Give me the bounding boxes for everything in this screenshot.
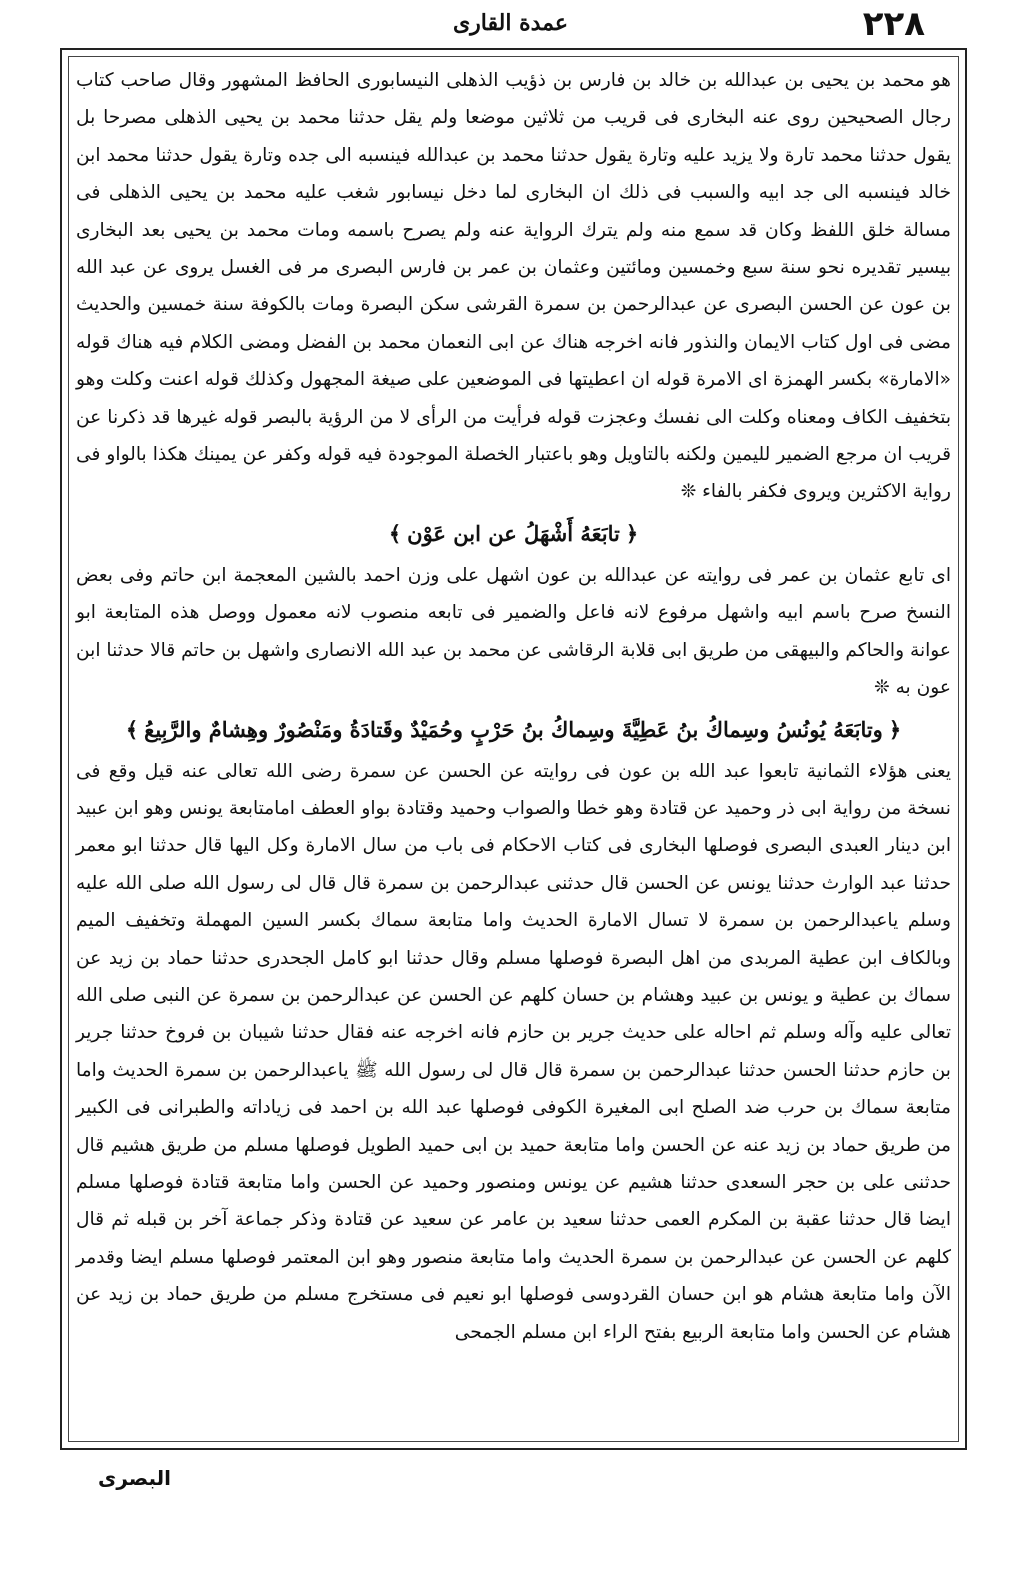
paragraph: هو محمد بن يحيى بن عبدالله بن خالد بن فارس بن ذؤيب الذهلى النيسابورى الحافظ المشهور وقال صاحب كتاب رجال الصحيحين روى عنه البخارى فى قريب من ثلاثين موضعا ولم يقل حدثنا محمد بن يحيى الذهلى مصرحا بل يقول حدثنا محمد تارة ولا يزيد عليه وتارة يقول حدثنا محمد بن عبدالله فينسبه الى جده وتارة يقول حدثنا محمد ابن خالد فينسبه الى جد ابيه والسبب فى ذلك ان البخارى لما دخل نيسابور شغب عليه محمد بن يحيى الذهلى فى مسالة خلق اللفظ وكان قد سمع منه ولم يترك الرواية عنه ولم يصرح باسمه ومات محمد بن يحيى بعد البخارى بيسير تقديره نحو سنة سبع وخمسين ومائتين وعثمان بن عمر بن فارس البصرى مر فى الغسل يروى عن عبد الله بن عون عن الحسن البصرى عن عبدالرحمن بن سمرة القرشى سكن البصرة ومات بالكوفة سنة خمسين والحديث مضى فى اول كتاب الايمان والنذور فانه اخرجه هناك عن ابى النعمان محمد بن الفضل ومضى الكلام فيه هناك قوله «الامارة» بكسر الهمزة اى الامرة قوله ان اعطيتها فى الموضعين على صيغة المجهول وكذلك قوله اعنت وكلت وهو بتخفيف الكاف ومعناه وكلت الى نفسك وعجزت قوله فرأيت من الرأى لا من الرؤية بالبصر قوله غيرها قد ذكرنا عن قريب ان مرجع الضمير لليمين ولكنه بالتاويل وهو باعتبار الخصلة الموجودة فيه قوله وكفر عن يمينك هكذا بالواو فى رواية الاكثرين ويروى فكفر بالفاء ❊	[76, 70, 951, 503]
ornament-close: ﴾	[388, 520, 402, 546]
commentary-text	[76, 62, 951, 1434]
section-heading	[76, 707, 951, 753]
catchword: البصرى	[98, 1466, 172, 1490]
paragraph: يعنى هؤلاء الثمانية تابعوا عبد الله بن عون فى روايته عن الحسن عن سمرة رضى الله تعالى عنه قيل وقع فى نسخة من رواية ابى ذر وحميد عن قتادة وهو خطا والصواب وحميد وقتادة بواو العطف امامتابعة يونس وهو ابن عبيد ابن دينار العبدى البصرى فوصلها البخارى فى كتاب الاحكام فى باب من سال الامارة وكل اليها قال حدثنا ابو معمر حدثنا عبد الوارث حدثنا يونس عن الحسن قال حدثنى عبدالرحمن بن سمرة قال قال لى رسول الله صلى الله عليه وسلم ياعبدالرحمن بن سمرة لا تسال الامارة الحديث واما متابعة سماك بكسر السين المهملة وتخفيف الميم وبالكاف ابن عطية المربدى من اهل البصرة فوصلها مسلم وقال حدثنا ابو كامل الجحدرى حدثنا حماد بن زيد عن سماك بن عطية و يونس بن عبيد وهشام بن حسان كلهم عن الحسن عن عبدالرحمن بن سمرة عن النبى صلى الله تعالى عليه وآله وسلم ثم احاله على حديث جرير بن حازم فانه اخرجه عنه فقال حدثنا شيبان بن فروخ حدثنا جرير بن حازم حدثنا الحسن حدثنا عبدالرحمن بن سمرة قال قال لى رسول الله ﷺ ياعبدالرحمن بن سمرة الحديث واما متابعة سماك بن حرب ضد الصلح ابى المغيرة الكوفى فوصلها عبد الله بن احمد فى زياداته والطبرانى فى الكبير من طريق حماد بن زيد عنه عن الحسن واما متابعة حميد بن ابى حميد الطويل فوصلها مسلم من طريق هشيم قال حدثنى على بن حجر السعدى حدثنا هشيم عن يونس ومنصور وحميد عن الحسن واما متابعة قتادة فوصلها مسلم ايضا قال حدثنا عقبة بن المكرم العمى حدثنا سعيد بن عامر عن سعيد عن قتادة وذكر جماعة آخر بن قبله ثم قال كلهم عن الحسن عن عبدالرحمن بن سمرة الحديث واما متابعة منصور وهو ابن المعتمر فوصلها مسلم ايضا وقدمر الآن واما متابعة هشام هو ابن حسان القردوسى فوصلها ابو نعيم فى مستخرج مسلم من طريق حماد بن زيد عن هشام عن الحسن واما متابعة الربيع بفتح الراء ابن مسلم الجمحى	[76, 760, 951, 1343]
ornament-open: ﴿	[625, 520, 639, 546]
book-title: عمدة القارى	[452, 10, 569, 36]
heading-text: وتابَعَهُ يُونُسُ وسِماكُ بنُ عَطِيَّةَ وسِماكُ بنُ حَرْبٍ وحُمَيْدٌ وقَتادَةُ ومَنْصُورٌ وهِشامٌ والرَّبِيعُ	[144, 716, 883, 742]
paragraph: اى تابع عثمان بن عمر فى روايته عن عبدالله بن عون اشهل على وزن احمد بالشين المعجمة ابن حاتم وفى بعض النسخ صرح باسم ابيه واشهل مرفوع لانه فاعل والضمير فى تابعه منصوب لانه معمول ووصل هذه المتابعة ابو عوانة والحاكم والبيهقى من طريق ابى قلابة الرقاشى عن محمد بن عبد الله الانصارى واشهل بن حاتم قالا حدثنا ابن عون به ❊	[76, 564, 951, 699]
ornament-close: ﴾	[125, 716, 139, 742]
running-head	[0, 0, 1021, 50]
page-number: ٢٢٨	[862, 4, 925, 44]
section-heading	[76, 511, 951, 557]
ornament-open: ﴿	[888, 716, 902, 742]
heading-text: تابَعَهُ أَشْهَلُ عن ابن عَوْن	[407, 520, 620, 546]
